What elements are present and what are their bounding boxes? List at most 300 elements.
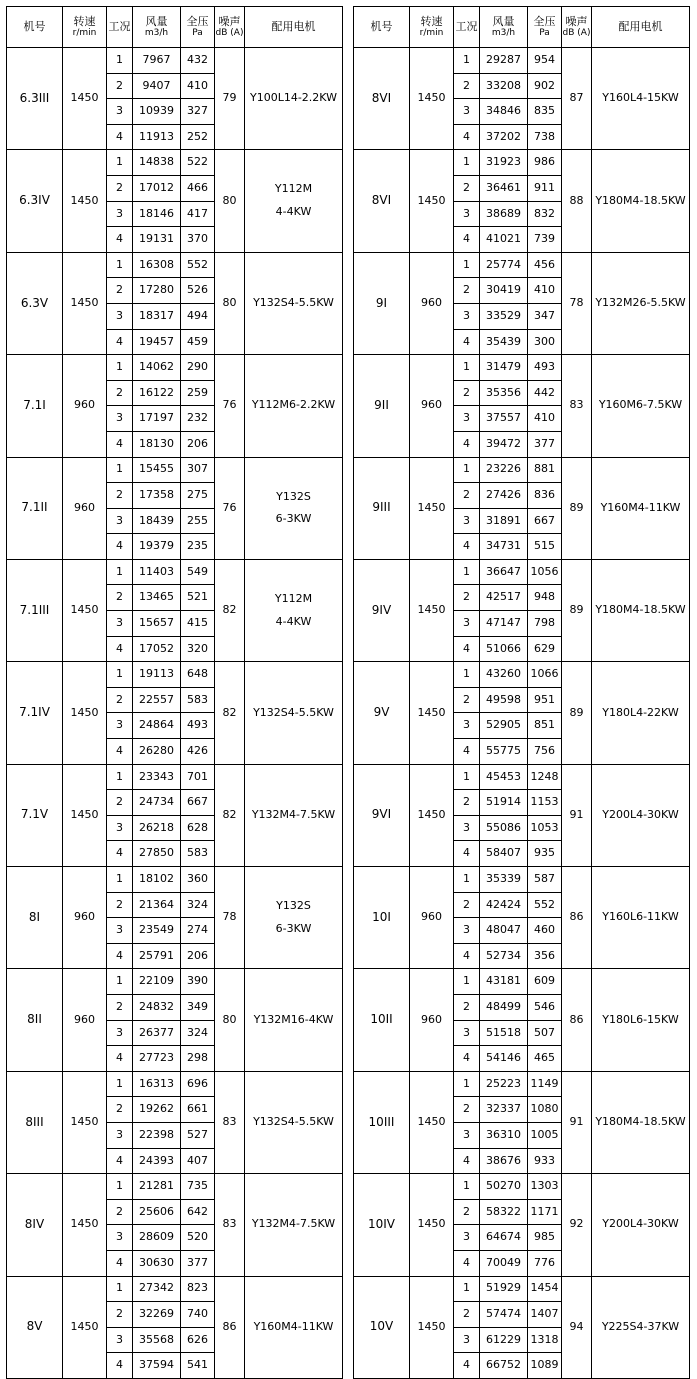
cell-flow: 36647	[480, 559, 528, 585]
cell-flow: 35568	[133, 1327, 181, 1353]
cell-speed: 1450	[410, 150, 454, 252]
cell-pressure: 520	[181, 1225, 215, 1251]
motor-series: Y132S	[276, 899, 311, 913]
cell-noise: 87	[562, 48, 592, 150]
table-row	[354, 1276, 690, 1302]
cell-condition: 2	[107, 790, 133, 816]
cell-condition: 4	[107, 534, 133, 560]
cell-condition: 4	[454, 1353, 480, 1379]
cell-pressure: 1149	[528, 1071, 562, 1097]
cell-model: 8IV	[7, 1174, 63, 1276]
cell-flow: 26280	[133, 739, 181, 765]
cell-condition: 4	[107, 124, 133, 150]
cell-condition: 1	[107, 764, 133, 790]
cell-pressure: 735	[181, 1174, 215, 1200]
cell-pressure: 583	[181, 687, 215, 713]
cell-pressure: 1089	[528, 1353, 562, 1379]
cell-pressure: 415	[181, 611, 215, 637]
cell-pressure: 835	[528, 99, 562, 125]
cell-condition: 4	[107, 227, 133, 253]
cell-condition: 1	[107, 559, 133, 585]
cell-speed: 960	[63, 969, 107, 1071]
cell-noise: 82	[215, 559, 245, 661]
cell-speed: 1450	[63, 48, 107, 150]
cell-speed: 1450	[410, 457, 454, 559]
cell-flow: 52734	[480, 943, 528, 969]
cell-flow: 19113	[133, 662, 181, 688]
cell-flow: 18439	[133, 508, 181, 534]
cell-condition: 2	[454, 483, 480, 509]
cell-speed: 1450	[63, 764, 107, 866]
cell-speed: 1450	[410, 1276, 454, 1378]
cell-condition: 2	[107, 1302, 133, 1328]
cell-model: 9II	[354, 355, 410, 457]
cell-pressure: 417	[181, 201, 215, 227]
cell-flow: 32337	[480, 1097, 528, 1123]
cell-model: 8VI	[354, 48, 410, 150]
cell-flow: 31891	[480, 508, 528, 534]
cell-pressure: 349	[181, 994, 215, 1020]
cell-noise: 89	[562, 457, 592, 559]
cell-flow: 49598	[480, 687, 528, 713]
cell-pressure: 1318	[528, 1327, 562, 1353]
cell-flow: 21281	[133, 1174, 181, 1200]
cell-flow: 27342	[133, 1276, 181, 1302]
cell-flow: 19379	[133, 534, 181, 560]
cell-speed: 1450	[410, 764, 454, 866]
cell-flow: 23226	[480, 457, 528, 483]
cell-condition: 3	[107, 99, 133, 125]
cell-pressure: 522	[181, 150, 215, 176]
cell-flow: 24864	[133, 713, 181, 739]
cell-condition: 3	[107, 303, 133, 329]
cell-flow: 45453	[480, 764, 528, 790]
cell-model: 9V	[354, 662, 410, 764]
cell-pressure: 252	[181, 124, 215, 150]
cell-pressure: 1407	[528, 1302, 562, 1328]
cell-flow: 43260	[480, 662, 528, 688]
table-row	[7, 969, 343, 995]
cell-noise: 94	[562, 1276, 592, 1378]
cell-condition: 2	[454, 585, 480, 611]
cell-pressure: 951	[528, 687, 562, 713]
cell-motor: Y160L4-15KW	[592, 48, 690, 150]
cell-noise: 91	[562, 764, 592, 866]
cell-speed: 1450	[410, 662, 454, 764]
cell-pressure: 360	[181, 867, 215, 893]
cell-condition: 3	[454, 611, 480, 637]
cell-flow: 22398	[133, 1122, 181, 1148]
cell-speed: 960	[410, 867, 454, 969]
cell-flow: 35356	[480, 380, 528, 406]
cell-flow: 34846	[480, 99, 528, 125]
cell-condition: 4	[107, 943, 133, 969]
cell-pressure: 626	[181, 1327, 215, 1353]
cell-model: 8III	[7, 1071, 63, 1173]
header-motor: 配用电机	[245, 7, 343, 48]
cell-noise: 88	[562, 150, 592, 252]
table-header-right	[354, 7, 690, 48]
cell-pressure: 324	[181, 1020, 215, 1046]
table-body-right	[354, 48, 690, 1379]
cell-condition: 3	[107, 1225, 133, 1251]
cell-pressure: 1303	[528, 1174, 562, 1200]
cell-speed: 1450	[410, 48, 454, 150]
cell-condition: 1	[454, 1071, 480, 1097]
cell-pressure: 836	[528, 483, 562, 509]
cell-model: 9IV	[354, 559, 410, 661]
cell-pressure: 1171	[528, 1199, 562, 1225]
cell-model: 10III	[354, 1071, 410, 1173]
cell-flow: 22109	[133, 969, 181, 995]
cell-model: 8VI	[354, 150, 410, 252]
cell-condition: 4	[454, 227, 480, 253]
cell-flow: 23343	[133, 764, 181, 790]
cell-pressure: 347	[528, 303, 562, 329]
cell-condition: 2	[107, 483, 133, 509]
cell-pressure: 324	[181, 892, 215, 918]
cell-condition: 1	[454, 1174, 480, 1200]
cell-model: 7.1IV	[7, 662, 63, 764]
cell-noise: 92	[562, 1174, 592, 1276]
table-row	[354, 1174, 690, 1200]
cell-speed: 1450	[63, 252, 107, 354]
cell-noise: 83	[215, 1071, 245, 1173]
cell-condition: 1	[454, 150, 480, 176]
cell-pressure: 587	[528, 867, 562, 893]
cell-flow: 21364	[133, 892, 181, 918]
cell-model: 7.1V	[7, 764, 63, 866]
cell-condition: 4	[454, 1046, 480, 1072]
cell-condition: 2	[454, 175, 480, 201]
cell-flow: 58407	[480, 841, 528, 867]
cell-condition: 2	[107, 585, 133, 611]
cell-flow: 70049	[480, 1250, 528, 1276]
header-speed: 转速 r/min	[410, 7, 454, 48]
cell-flow: 19457	[133, 329, 181, 355]
cell-flow: 29287	[480, 48, 528, 74]
cell-noise: 78	[562, 252, 592, 354]
cell-model: 7.1I	[7, 355, 63, 457]
table-row	[7, 150, 343, 176]
cell-condition: 3	[454, 406, 480, 432]
cell-pressure: 696	[181, 1071, 215, 1097]
cell-pressure: 549	[181, 559, 215, 585]
cell-condition: 4	[107, 431, 133, 457]
table-row	[354, 764, 690, 790]
table-row	[7, 1174, 343, 1200]
cell-condition: 3	[454, 1225, 480, 1251]
cell-pressure: 407	[181, 1148, 215, 1174]
cell-condition: 4	[454, 329, 480, 355]
header-flow: 风量 m3/h	[133, 7, 181, 48]
cell-condition: 4	[454, 124, 480, 150]
cell-flow: 28609	[133, 1225, 181, 1251]
table-row	[7, 252, 343, 278]
table-row	[354, 867, 690, 893]
cell-speed: 1450	[63, 1276, 107, 1378]
cell-flow: 17012	[133, 175, 181, 201]
spec-table-right	[353, 6, 690, 1379]
cell-speed: 960	[410, 252, 454, 354]
cell-flow: 11403	[133, 559, 181, 585]
cell-model: 6.3V	[7, 252, 63, 354]
cell-condition: 4	[454, 739, 480, 765]
cell-condition: 3	[454, 201, 480, 227]
cell-flow: 25774	[480, 252, 528, 278]
table-row	[354, 559, 690, 585]
table-row	[354, 355, 690, 381]
table-row	[7, 355, 343, 381]
cell-condition: 4	[107, 1250, 133, 1276]
cell-condition: 3	[454, 508, 480, 534]
cell-noise: 80	[215, 150, 245, 252]
motor-series: Y132S	[276, 489, 311, 503]
cell-flow: 18130	[133, 431, 181, 457]
cell-condition: 1	[454, 867, 480, 893]
cell-condition: 4	[107, 1353, 133, 1379]
cell-noise: 76	[215, 355, 245, 457]
cell-pressure: 275	[181, 483, 215, 509]
cell-condition: 1	[454, 969, 480, 995]
cell-motor: Y200L4-30KW	[592, 1174, 690, 1276]
cell-condition: 2	[454, 687, 480, 713]
cell-flow: 33529	[480, 303, 528, 329]
cell-motor: Y100L14-2.2KW	[245, 48, 343, 150]
cell-model: 9VI	[354, 764, 410, 866]
cell-motor	[245, 457, 343, 559]
cell-noise: 79	[215, 48, 245, 150]
cell-motor: Y160M6-7.5KW	[592, 355, 690, 457]
cell-pressure: 527	[181, 1122, 215, 1148]
cell-pressure: 232	[181, 406, 215, 432]
cell-model: 10IV	[354, 1174, 410, 1276]
cell-condition: 2	[107, 892, 133, 918]
cell-condition: 3	[454, 1327, 480, 1353]
cell-condition: 4	[107, 739, 133, 765]
cell-pressure: 546	[528, 994, 562, 1020]
cell-pressure: 667	[528, 508, 562, 534]
cell-condition: 3	[107, 508, 133, 534]
cell-motor: Y132M4-7.5KW	[245, 1174, 343, 1276]
cell-pressure: 307	[181, 457, 215, 483]
table-row	[354, 662, 690, 688]
cell-pressure: 206	[181, 943, 215, 969]
cell-condition: 4	[454, 431, 480, 457]
cell-condition: 2	[107, 687, 133, 713]
cell-noise: 91	[562, 1071, 592, 1173]
cell-condition: 1	[454, 252, 480, 278]
header-flow: 风量 m3/h	[480, 7, 528, 48]
cell-flow: 19262	[133, 1097, 181, 1123]
cell-condition: 1	[454, 559, 480, 585]
cell-condition: 3	[107, 713, 133, 739]
cell-pressure: 881	[528, 457, 562, 483]
cell-pressure: 456	[528, 252, 562, 278]
cell-speed: 1450	[63, 150, 107, 252]
cell-pressure: 274	[181, 918, 215, 944]
table-row	[354, 1071, 690, 1097]
cell-pressure: 460	[528, 918, 562, 944]
cell-speed: 1450	[63, 1174, 107, 1276]
motor-power: 4-4KW	[275, 205, 312, 219]
cell-condition: 4	[107, 329, 133, 355]
cell-condition: 3	[454, 1020, 480, 1046]
cell-pressure: 911	[528, 175, 562, 201]
cell-flow: 24734	[133, 790, 181, 816]
cell-flow: 47147	[480, 611, 528, 637]
cell-noise: 89	[562, 662, 592, 764]
cell-noise: 76	[215, 457, 245, 559]
cell-flow: 55775	[480, 739, 528, 765]
cell-flow: 23549	[133, 918, 181, 944]
cell-flow: 37202	[480, 124, 528, 150]
cell-flow: 17358	[133, 483, 181, 509]
cell-condition: 4	[454, 1148, 480, 1174]
cell-condition: 3	[107, 1327, 133, 1353]
cell-flow: 27426	[480, 483, 528, 509]
cell-pressure: 954	[528, 48, 562, 74]
cell-pressure: 902	[528, 73, 562, 99]
cell-flow: 30419	[480, 278, 528, 304]
cell-condition: 4	[454, 534, 480, 560]
cell-motor: Y180L4-22KW	[592, 662, 690, 764]
cell-flow: 11913	[133, 124, 181, 150]
cell-condition: 3	[107, 1020, 133, 1046]
cell-model: 6.3III	[7, 48, 63, 150]
cell-motor	[245, 150, 343, 252]
cell-pressure: 628	[181, 815, 215, 841]
cell-speed: 960	[410, 355, 454, 457]
cell-model: 9III	[354, 457, 410, 559]
cell-condition: 4	[454, 841, 480, 867]
cell-speed: 960	[63, 457, 107, 559]
cell-motor: Y200L4-30KW	[592, 764, 690, 866]
cell-condition: 1	[107, 867, 133, 893]
cell-condition: 1	[107, 150, 133, 176]
cell-flow: 66752	[480, 1353, 528, 1379]
cell-pressure: 465	[528, 1046, 562, 1072]
cell-condition: 2	[107, 1097, 133, 1123]
cell-condition: 3	[454, 99, 480, 125]
cell-condition: 2	[107, 380, 133, 406]
cell-condition: 1	[454, 457, 480, 483]
cell-condition: 1	[107, 355, 133, 381]
cell-condition: 3	[107, 611, 133, 637]
cell-flow: 17052	[133, 636, 181, 662]
header-motor: 配用电机	[592, 7, 690, 48]
cell-pressure: 377	[181, 1250, 215, 1276]
cell-condition: 2	[454, 1302, 480, 1328]
cell-speed: 1450	[410, 559, 454, 661]
header-speed: 转速 r/min	[63, 7, 107, 48]
motor-series: Y112M	[274, 182, 313, 196]
cell-flow: 51518	[480, 1020, 528, 1046]
cell-pressure: 1056	[528, 559, 562, 585]
cell-motor: Y180L6-15KW	[592, 969, 690, 1071]
cell-flow: 25606	[133, 1199, 181, 1225]
cell-condition: 2	[454, 994, 480, 1020]
cell-motor: Y132M16-4KW	[245, 969, 343, 1071]
cell-pressure: 1005	[528, 1122, 562, 1148]
cell-pressure: 410	[528, 406, 562, 432]
cell-motor: Y160L6-11KW	[592, 867, 690, 969]
cell-flow: 54146	[480, 1046, 528, 1072]
cell-condition: 1	[107, 1071, 133, 1097]
cell-condition: 1	[454, 764, 480, 790]
cell-pressure: 701	[181, 764, 215, 790]
cell-pressure: 426	[181, 739, 215, 765]
cell-flow: 25223	[480, 1071, 528, 1097]
cell-flow: 30630	[133, 1250, 181, 1276]
cell-pressure: 356	[528, 943, 562, 969]
cell-motor: Y160M4-11KW	[245, 1276, 343, 1378]
cell-condition: 2	[107, 278, 133, 304]
cell-flow: 42424	[480, 892, 528, 918]
cell-condition: 1	[454, 355, 480, 381]
cell-noise: 82	[215, 764, 245, 866]
cell-pressure: 1153	[528, 790, 562, 816]
table-header-left	[7, 7, 343, 48]
cell-flow: 32269	[133, 1302, 181, 1328]
cell-model: 10I	[354, 867, 410, 969]
cell-pressure: 526	[181, 278, 215, 304]
cell-motor: Y112M6-2.2KW	[245, 355, 343, 457]
header-pressure: 全压 Pa	[528, 7, 562, 48]
cell-condition: 2	[107, 1199, 133, 1225]
cell-condition: 2	[454, 73, 480, 99]
cell-flow: 27850	[133, 841, 181, 867]
cell-model: 8V	[7, 1276, 63, 1378]
cell-condition: 4	[454, 943, 480, 969]
cell-pressure: 255	[181, 508, 215, 534]
cell-pressure: 986	[528, 150, 562, 176]
cell-motor: Y180M4-18.5KW	[592, 150, 690, 252]
table-row	[354, 457, 690, 483]
cell-pressure: 740	[181, 1302, 215, 1328]
cell-flow: 25791	[133, 943, 181, 969]
cell-flow: 16122	[133, 380, 181, 406]
header-condition: 工况	[107, 7, 133, 48]
cell-pressure: 629	[528, 636, 562, 662]
cell-condition: 3	[107, 201, 133, 227]
cell-flow: 15657	[133, 611, 181, 637]
cell-condition: 2	[454, 790, 480, 816]
cell-condition: 1	[107, 1276, 133, 1302]
cell-noise: 83	[215, 1174, 245, 1276]
cell-flow: 48499	[480, 994, 528, 1020]
cell-pressure: 583	[181, 841, 215, 867]
cell-model: 6.3IV	[7, 150, 63, 252]
cell-flow: 31479	[480, 355, 528, 381]
cell-flow: 7967	[133, 48, 181, 74]
cell-flow: 17280	[133, 278, 181, 304]
cell-flow: 58322	[480, 1199, 528, 1225]
cell-flow: 33208	[480, 73, 528, 99]
cell-condition: 3	[107, 406, 133, 432]
cell-condition: 4	[107, 841, 133, 867]
table-row	[7, 559, 343, 585]
cell-pressure: 661	[181, 1097, 215, 1123]
cell-flow: 50270	[480, 1174, 528, 1200]
cell-speed: 1450	[63, 662, 107, 764]
header-condition: 工况	[454, 7, 480, 48]
cell-flow: 37594	[133, 1353, 181, 1379]
cell-noise: 80	[215, 969, 245, 1071]
table-row	[354, 48, 690, 74]
cell-condition: 3	[454, 1122, 480, 1148]
cell-motor: Y132S4-5.5KW	[245, 662, 343, 764]
